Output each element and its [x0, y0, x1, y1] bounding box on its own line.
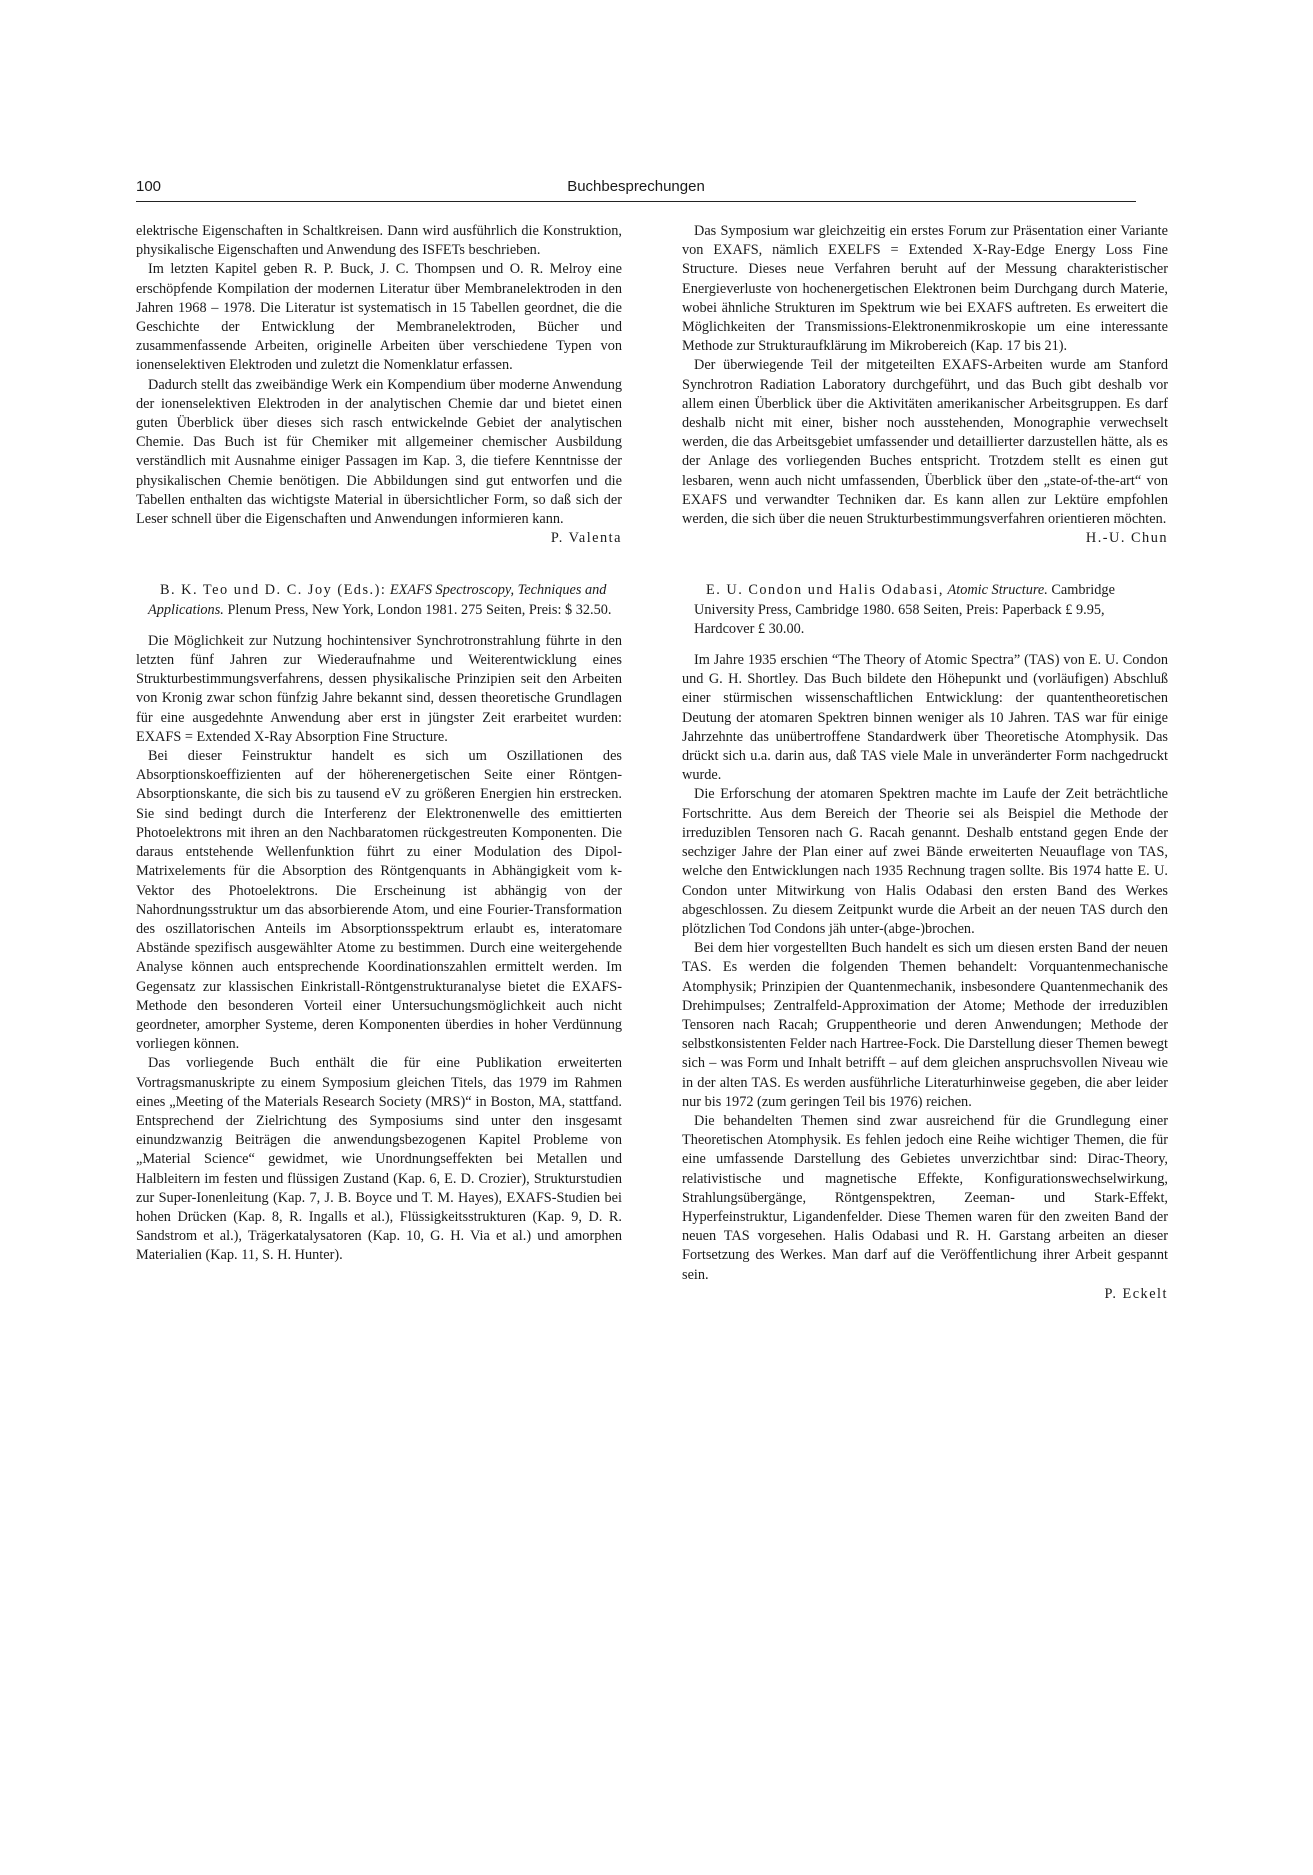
- paragraph: Die behandelten Themen sind zwar ausreichend für die Grundlegung einer Theoretischen Atomphysik. Es fehlen jedoch eine Reihe wichtiger Themen, die für eine umfassende Darstellung des Gebietes unverzichtbar sind: Dirac-Theory, relativistische und magnetische Effekte, Konfigurationswechselwirkung, Strahlungsübergänge, Röntgenspektren, Zeeman- und Stark-Effekt, Hyperfeinstruktur, Ligandenfelder. Diese Themen waren für den zweiten Band der neuen TAS vorgesehen. Halis Odabasi und R. H. Garstang arbeiten an dieser Fortsetzung des Werkes. Man darf auf die Veröffentlichung ihrer Arbeit gespannt sein.: [682, 1112, 1168, 1283]
- paragraph: Bei dieser Feinstruktur handelt es sich um Oszillationen des Absorptionskoeffizienten auf der höherenergetischen Seite einer Röntgen-Absorptionskante, die sich bis zu tausend eV zu größeren Energien hin erstrecken. Sie sind bedingt durch die Interferenz der Elektronenwelle des emittierten Photoelektrons mit ihren an den Nachbaratomen rückgestreuten Komponenten. Die daraus entstehende Wellenfunktion führt zu einer Modulation des Dipol-Matrixelements für die Absorption des Röntgenquants in Abhängigkeit vom k-Vektor des Photoelektrons. Die Erscheinung ist abhängig von der Nahordnungsstruktur um das absorbierende Atom, und eine Fourier-Transformation des oszillatorischen Anteils im Absorptionsspektrum erlaubt es, interatomare Abstände spezifisch ausgewählter Atome zu bestimmen. Durch eine weitergehende Analyse können auch entsprechende Koordinationszahlen ermittelt werden. Im Gegensatz zur klassischen Einkristall-Röntgenstrukturanalyse bietet die EXAFS-Methode den besonderen Vorteil einer Untersuchungsmöglichkeit auch nicht geordneter, amorpher Systeme, deren Komponenten überdies in hoher Verdünnung vorliegen können.: [136, 748, 622, 1053]
- review-publication: Plenum Press, New York, London 1981. 275 Seiten, Preis: $ 32.50.: [227, 601, 612, 618]
- paragraph: Die Möglichkeit zur Nutzung hochintensiver Synchrotronstrahlung führte in den letzten fünf Jahren zur Wiederaufnahme und Weiterentwicklung eines Strukturbestimmungsverfahrens, dessen physikalische Prinzipien seit den Arbeiten von Kronig zwar schon fünfzig Jahre bekannt sind, dessen theoretische Grundlagen für eine ausgedehnte Anwendung aber erst in jüngster Zeit erarbeitet wurden: EXAFS = Extended X-Ray Absorption Fine Structure.: [136, 632, 622, 745]
- running-title: Buchbesprechungen: [567, 178, 705, 195]
- paragraph: Im Jahre 1935 erschien “The Theory of Atomic Spectra” (TAS) von E. U. Condon und G. H. Shortley. Das Buch bildete den Höhepunkt und (vorläufigen) Abschluß einer stürmischen wissenschaftlichen Entwicklung: der quantentheoretischen Deutung der atomaren Spektren binnen weniger als 10 Jahren. TAS war für einige Jahrzehnte das unübertroffene Standardwerk über Theoretische Atomphysik. Das drückt sich u.a. darin aus, daß TAS viele Male in unveränderter Form nachgedruckt wurde.: [682, 652, 1168, 784]
- page-header: [136, 175, 1136, 202]
- paragraph: elektrische Eigenschaften in Schaltkreisen. Dann wird ausführlich die Konstruktion, physikalische Eigenschaften und Anwendung des ISFETs beschrieben.: [136, 223, 622, 259]
- paragraph: Bei dem hier vorgestellten Buch handelt es sich um diesen ersten Band der neuen TAS. Es werden die folgenden Themen behandelt: Vorquantenmechanische Atomphysik; Prinzipien der Quantenmechanik, insbesondere Quantenmechanik des Drehimpulses; Zentralfeld-Approximation der Atome; Methode der irreduziblen Tensoren nach Racah; Gruppentheorie und deren Anwendungen; Methode der selbstkonsistenten Felder nach Hartree-Fock. Die Darstellung dieser Themen bewegt sich – was Form und Inhalt betrifft – auf dem gleichen anspruchsvollen Niveau wie in der alten TAS. Es werden ausführliche Literaturhinweise gegeben, die aber leider nur bis 1972 (zum geringen Teil bis 1976) reichen.: [682, 940, 1168, 1110]
- paragraph: Das vorliegende Buch enthält die für eine Publikation erweiterten Vortragsmanuskripte zu einem Symposium gleichen Titels, das 1979 im Rahmen eines „Meeting of the Materials Research Society (MRS)“ in Boston, MA, stattfand. Entsprechend der Zielrichtung des Symposiums sind unter den insgesamt einundzwanzig Beiträgen die anwendungsbezogenen Kapitel Probleme von „Material Science“ gewidmet, wie Unordnungseffekten bei Metallen und Halbleitern im festen und flüssigen Zustand (Kap. 6, E. D. Crozier), Strukturstudien zur Super-Ionenleitung (Kap. 7, J. B. Boyce und T. M. Hayes), EXAFS-Studien bei hohen Drücken (Kap. 8, R. Ingalls et al.), Flüssigkeitsstrukturen (Kap. 9, D. R. Sandstrom et al.), Trägerkatalysatoren (Kap. 10, G. H. Via et al.) und amorphen Materialien (Kap. 11, S. H. Hunter).: [136, 1055, 622, 1264]
- page-number: 100: [136, 178, 162, 195]
- paragraph: Die Erforschung der atomaren Spektren machte im Laufe der Zeit beträchtliche Fortschritte. Aus dem Bereich der Theorie sei als Beispiel die Methode der irreduziblen Tensoren nach G. Racah genannt. Deshalb entstand gegen Ende der sechziger Jahre der Plan einer auf zwei Bände erweiterten Neuauflage von TAS, welche den Entwicklungen nach 1935 Rechnung tragen sollte. Bis 1974 hatte E. U. Condon unter Mitwirkung von Halis Odabasi den ersten Band des Werkes abgeschlossen. Zu diesem Zeitpunkt wurde die Arbeit an der neuen TAS durch den plötzlichen Tod Condons jäh unter-(abge-)brochen.: [682, 786, 1168, 937]
- reviewer-signature: H.-U. Chun: [1085, 530, 1168, 547]
- right-column: [682, 222, 1168, 1304]
- spacer: [136, 548, 622, 581]
- review-heading: [682, 581, 1168, 639]
- spacer: [682, 548, 1168, 581]
- review-authors: E. U. Condon und Halis Odabasi,: [706, 582, 944, 599]
- review-authors: B. K. Teo und D. C. Joy (Eds.):: [160, 582, 387, 599]
- review-publication: Cambridge University Press, Cambridge 1980. 658 Seiten, Preis: Paperback £ 9.95, Hardcover £ 30.00.: [694, 582, 1115, 637]
- paragraph: Im letzten Kapitel geben R. P. Buck, J. C. Thompsen und O. R. Melroy eine erschöpfende Kompilation der modernen Literatur über Membranelektroden in den Jahren 1968 – 1978. Die Literatur ist systematisch in 15 Tabellen geordnet, die die Geschichte der Entwicklung der Membranelektroden, Bücher und zusammenfassende Arbeiten, originelle Arbeiten über verschiedene Typen von ionenselektiven Elektroden und zuletzt die Nomenklatur erfassen.: [136, 261, 622, 374]
- reviewer-signature: P. Eckelt: [1104, 1285, 1168, 1302]
- paragraph: Dadurch stellt das zweibändige Werk ein Kompendium über moderne Anwendung der ionenselektiven Elektroden in der analytischen Chemie dar und bietet einen guten Überblick über dieses sich rasch entwickelnde Gebiet der analytischen Chemie. Das Buch ist für Chemiker mit allgemeiner chemischer Ausbildung verständlich mit Ausnahme einiger Passagen im Kap. 3, die tiefere Kenntnisse der physikalischen Chemie benötigen. Die Abbildungen sind gut entworfen und die Tabellen enthalten das wichtigste Material in übersichtlicher Form, so daß sich der Leser schnell über die Eigenschaften und Anwendungen informieren kann.: [136, 376, 622, 528]
- reviewer-signature: P. Valenta: [550, 530, 622, 547]
- review-heading: [136, 581, 622, 619]
- paragraph: Das Symposium war gleichzeitig ein erstes Forum zur Präsentation einer Variante von EXAFS, nämlich EXELFS = Extended X-Ray-Edge Energy Loss Fine Structure. Dieses neue Verfahren beruht auf der Messung charakteristischer Energieverluste von hochenergetischen Elektronen beim Durchgang durch Materie, wobei ähnliche Strukturen im Spektrum wie bei EXAFS auftreten. Es erweitert die Möglichkeiten der Transmissions-Elektronenmikroskopie um eine interessante Methode zur Strukturaufklärung im Mikrobereich (Kap. 17 bis 21).: [682, 223, 1168, 355]
- review-book-title: Atomic Structure.: [947, 582, 1048, 599]
- paragraph: Der überwiegende Teil der mitgeteilten EXAFS-Arbeiten wurde am Stanford Synchrotron Radiation Laboratory durchgeführt, und das Buch gibt deshalb vor allem einen Überblick über die Aktivitäten amerikanischer Arbeitsgruppen. Es darf deshalb nicht mit einer, bisher noch ausstehenden, Monographie verwechselt werden, die das Arbeitsgebiet umfassender und detaillierter darzustellen hätte, als es der Anlage des vorliegenden Buches entspricht. Trotzdem stellt es einen gut lesbaren, wenn auch nicht umfassenden, Überblick über den „state-of-the-art“ von EXAFS und verwandter Techniken dar. Es kann allen zur Lektüre empfohlen werden, die sich über die neuen Strukturbestimmungsverfahren orientieren möchten.: [682, 357, 1168, 528]
- left-column: [136, 222, 622, 1266]
- review-book-title: EXAFS Spectroscopy, Techniques and Applications.: [148, 582, 607, 618]
